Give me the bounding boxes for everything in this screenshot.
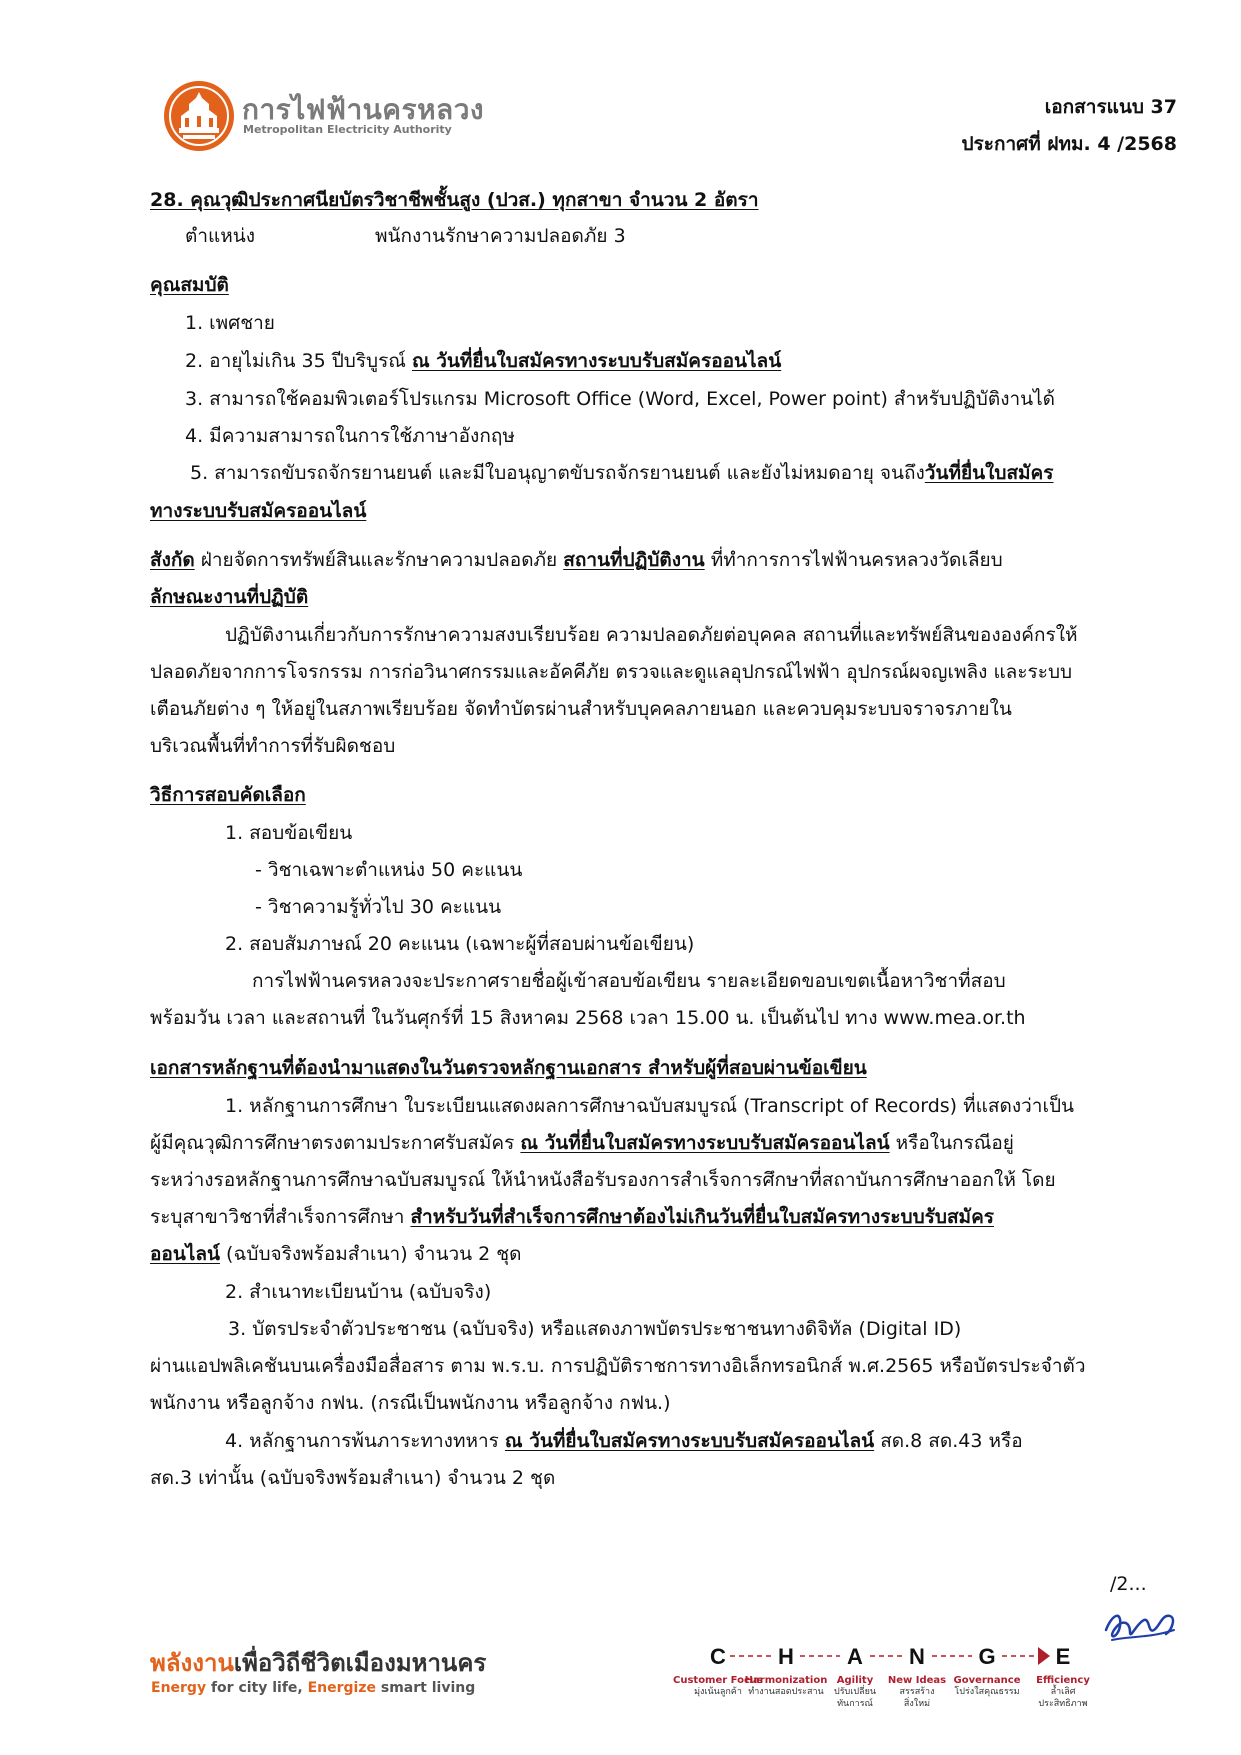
requirement-1: 1. เพศชาย — [185, 312, 275, 334]
doc-1-line-5: ออนไลน์ (ฉบับจริงพร้อมสำเนา) จำนวน 2 ชุด — [150, 1243, 522, 1265]
position-label: ตำแหน่ง — [185, 225, 256, 247]
change-letter-a: A — [847, 1644, 863, 1669]
selection-interview: 2. สอบสัมภาษณ์ 20 คะแนน (เฉพาะผู้ที่สอบผ่านข้อเขียน) — [225, 933, 695, 955]
qualification-heading: 28. คุณวุฒิประกาศนียบัตรวิชาชีพชั้นสูง (ปวส.) ทุกสาขา จำนวน 2 อัตรา — [150, 189, 759, 211]
org-name-th: การไฟฟ้านครหลวง — [242, 93, 485, 126]
job-nature-line-2: ปลอดภัยจากการโจรกรรม การก่อวินาศกรรมและอัคคีภัย ตรวจและดูแลอุปกรณ์ไฟฟ้า อุปกรณ์ผจญเพลิง และระบบ — [150, 661, 1073, 683]
doc-2: 2. สำเนาทะเบียนบ้าน (ฉบับจริง) — [225, 1281, 492, 1303]
requirements-heading: คุณสมบัติ — [150, 274, 229, 296]
doc-1-line-3: ระหว่างรอหลักฐานการศึกษาฉบับสมบูรณ์ ให้นำหนังสือรับรองการสำเร็จการศึกษาที่สถาบันการศึกษาออกให้ โดย — [150, 1169, 1056, 1191]
doc-1-line-4: ระบุสาขาวิชาที่สำเร็จการศึกษา สำหรับวันที่สำเร็จการศึกษาต้องไม่เกินวันที่ยื่นใบสมัครทางระบบรับสมัคร — [150, 1206, 994, 1228]
change-letter-c: C — [710, 1644, 726, 1669]
selection-notice-1: การไฟฟ้านครหลวงจะประกาศรายชื่อผู้เข้าสอบข้อเขียน รายละเอียดขอบเขตเนื้อหาวิชาที่สอบ — [252, 970, 1006, 992]
change-item-harmonization: Harmonization ทำงานสอดประสาน — [744, 1675, 828, 1697]
selection-subject-1: - วิชาเฉพาะตำแหน่ง 50 คะแนน — [255, 859, 523, 881]
job-nature-heading: ลักษณะงานที่ปฏิบัติ — [150, 586, 309, 608]
page-continue: /2... — [1110, 1573, 1147, 1595]
footer-slogan-en: Energy for city life, Energize smart living — [151, 1680, 476, 1696]
requirement-4: 4. มีความสามารถในการใช้ภาษาอังกฤษ — [185, 425, 515, 447]
doc-3-line-1: 3. บัตรประจำตัวประชาชน (ฉบับจริง) หรือแสดงภาพบัตรประชาชนทางดิจิทัล (Digital ID) — [228, 1318, 962, 1340]
doc-4-line-2: สด.3 เท่านั้น (ฉบับจริงพร้อมสำเนา) จำนวน 2 ชุด — [150, 1467, 556, 1489]
selection-notice-2: พร้อมวัน เวลา และสถานที่ ในวันศุกร์ที่ 15 สิงหาคม 2568 เวลา 15.00 น. เป็นต้นไป ทาง www.mea.or.th — [150, 1007, 1026, 1029]
mea-emblem-icon — [163, 80, 235, 152]
attachment-label: เอกสารแนบ 37 — [1044, 96, 1177, 118]
change-letter-h: H — [778, 1644, 794, 1669]
job-nature-line-4: บริเวณพื้นที่ทำการที่รับผิดชอบ — [150, 735, 396, 757]
position-value: พนักงานรักษาความปลอดภัย 3 — [375, 225, 626, 247]
change-letter-n: N — [909, 1644, 925, 1669]
doc-4-line-1: 4. หลักฐานการพ้นภาระทางทหาร ณ วันที่ยื่นใบสมัครทางระบบรับสมัครออนไลน์ สด.8 สด.43 หรือ — [225, 1430, 1023, 1452]
footer-slogan-th: พลังงานเพื่อวิถีชีวิตเมืองมหานคร — [150, 1649, 487, 1677]
selection-heading: วิธีการสอบคัดเลือก — [150, 784, 306, 806]
change-letter-g: G — [978, 1644, 996, 1669]
doc-1-line-1: 1. หลักฐานการศึกษา ใบระเบียนแสดงผลการศึกษาฉบับสมบูรณ์ (Transcript of Records) ที่แสดงว่าเป็น — [225, 1095, 1074, 1117]
change-letter-e: E — [1055, 1644, 1071, 1669]
change-item-efficiency: Efficiency ล้ำเลิศ ประสิทธิภาพ — [1036, 1675, 1090, 1709]
doc-3-line-2: ผ่านแอปพลิเคชันบนเครื่องมือสื่อสาร ตาม พ.ร.บ. การปฏิบัติราชการทางอิเล็กทรอนิกส์ พ.ศ.2565 หรือบัตรประจำตัว — [150, 1355, 1086, 1377]
doc-3-line-3: พนักงาน หรือลูกจ้าง กฟน. (กรณีเป็นพนักงาน หรือลูกจ้าง กฟน.) — [150, 1392, 671, 1414]
announcement-number: ประกาศที่ ฝทม. 4 /2568 — [961, 133, 1177, 155]
documents-heading: เอกสารหลักฐานที่ต้องนำมาแสดงในวันตรวจหลักฐานเอกสาร สำหรับผู้ที่สอบผ่านข้อเขียน — [150, 1057, 867, 1079]
requirement-2: 2. อายุไม่เกิน 35 ปีบริบูรณ์ ณ วันที่ยื่นใบสมัครทางระบบรับสมัครออนไลน์ — [185, 350, 782, 372]
change-item-agility: Agility ปรับเปลี่ยน ทันการณ์ — [834, 1675, 876, 1709]
selection-subject-2: - วิชาความรู้ทั่วไป 30 คะแนน — [255, 896, 502, 918]
selection-written: 1. สอบข้อเขียน — [225, 822, 353, 844]
job-nature-line-1: ปฏิบัติงานเกี่ยวกับการรักษาความสงบเรียบร้อย ความปลอดภัยต่อบุคคล สถานที่และทรัพย์สินขององค์กรให้ — [225, 624, 1078, 646]
doc-1-line-2: ผู้มีคุณวุฒิการศึกษาตรงตามประกาศรับสมัคร ณ วันที่ยื่นใบสมัครทางระบบรับสมัครออนไลน์ หรือในกรณีอยู่ — [150, 1132, 1014, 1154]
org-name-en: Metropolitan Electricity Authority — [243, 123, 452, 136]
change-item-customer-focus: Customer Focus มุ่งเน้นลูกค้า — [673, 1675, 763, 1697]
job-nature-line-3: เตือนภัยต่าง ๆ ให้อยู่ในสภาพเรียบร้อย จัดทำบัตรผ่านสำหรับบุคคลภายนอก และควบคุมระบบจราจรภายใน — [150, 698, 1012, 720]
requirement-5-cont: ทางระบบรับสมัครออนไลน์ — [150, 500, 367, 522]
requirement-5: 5. สามารถขับรถจักรยานยนต์ และมีใบอนุญาตขับรถจักรยานยนต์ และยังไม่หมดอายุ จนถึงวันที่ยื่นใบสมัคร — [190, 462, 1054, 484]
requirement-3: 3. สามารถใช้คอมพิวเตอร์โปรแกรม Microsoft Office (Word, Excel, Power point) สำหรับปฏิบัติงานได้ — [185, 388, 1056, 410]
change-item-governance: Governance โปร่งใสคุณธรรม — [953, 1675, 1021, 1697]
change-item-new-ideas: New Ideas สรรสร้าง สิ่งใหม่ — [887, 1675, 947, 1709]
affiliation-line: สังกัด ฝ่ายจัดการทรัพย์สินและรักษาความปลอดภัย สถานที่ปฏิบัติงาน ที่ทำการการไฟฟ้านครหลวงวัดเลียบ — [150, 549, 1003, 571]
change-values-strip — [680, 1636, 1120, 1674]
